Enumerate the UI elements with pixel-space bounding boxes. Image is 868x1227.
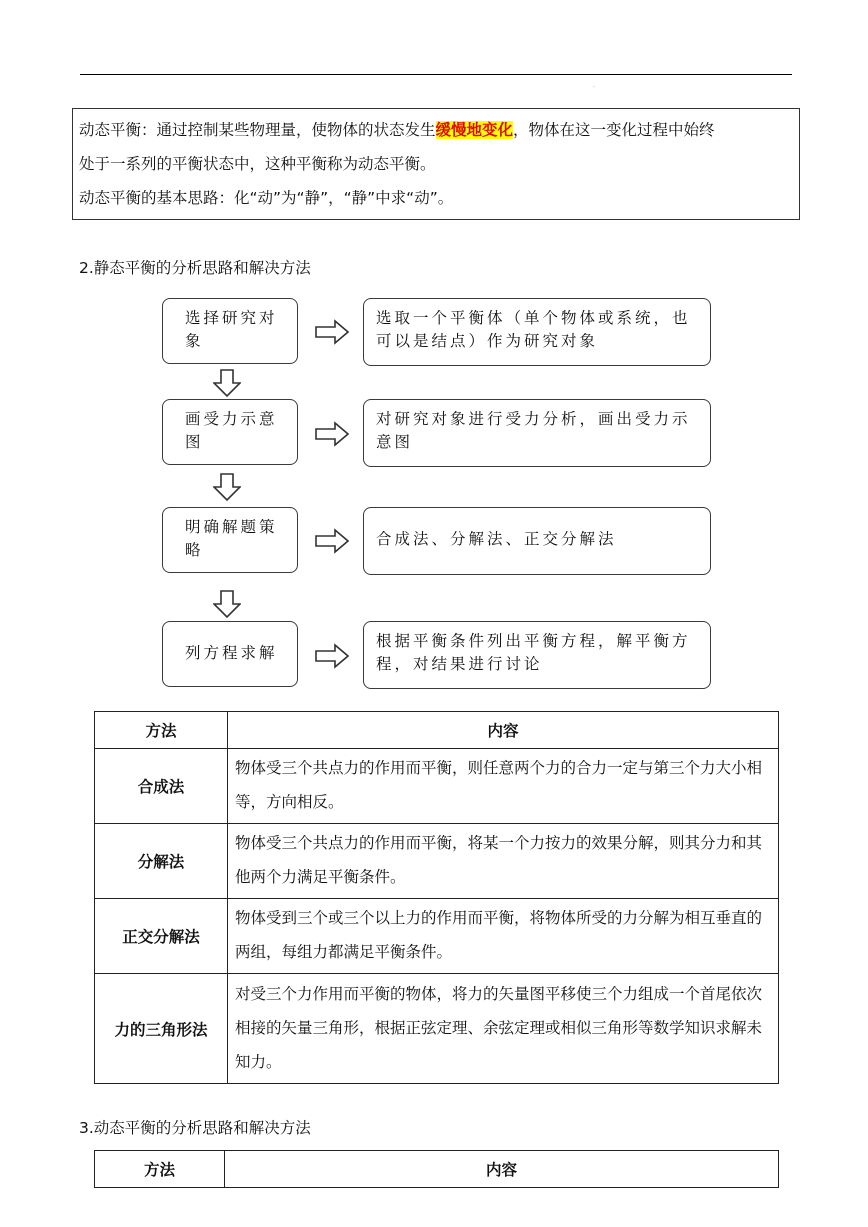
- flow-step-3: 明确解题策略: [162, 507, 298, 573]
- flow-step-2: 画受力示意图: [162, 399, 298, 465]
- right-arrow-icon: [315, 528, 349, 554]
- column-header: 内容: [228, 712, 779, 749]
- column-header: 方法: [95, 1151, 225, 1188]
- flow-step-4: 列方程求解: [162, 621, 298, 687]
- method-content: 对受三个力作用而平衡的物体，将力的矢量图平移使三个力组成一个首尾依次相接的矢量三角形，根据正弦定理、余弦定理或相似三角形等数学知识求解未知力。: [228, 974, 779, 1084]
- flow-detail-3: 合成法、分解法、正交分解法: [363, 507, 711, 575]
- down-arrow-icon: [213, 473, 241, 501]
- table-row: [95, 749, 779, 824]
- right-arrow-icon: [315, 643, 349, 669]
- table-header-row: [95, 1151, 779, 1188]
- table-row: [95, 899, 779, 974]
- definition-box: [72, 108, 800, 220]
- table-header-row: [95, 712, 779, 749]
- flow-step-1: 选择研究对象: [162, 298, 298, 364]
- method-content: 物体受到三个或三个以上力的作用而平衡，将物体所受的力分解为相互垂直的两组，每组力都满足平衡条件。: [228, 899, 779, 974]
- method-content: 物体受三个共点力的作用而平衡，将某一个力按力的效果分解，则其分力和其他两个力满足平衡条件。: [228, 824, 779, 899]
- section-3-title: 3.动态平衡的分析思路和解决方法: [79, 1119, 311, 1137]
- flow-detail-1: 选取一个平衡体（单个物体或系统，也可以是结点）作为研究对象: [363, 298, 711, 366]
- table-row: [95, 824, 779, 899]
- method-name: 合成法: [95, 749, 228, 824]
- highlight-text: 缓慢地变化: [435, 121, 514, 139]
- section-2-title: 2.静态平衡的分析思路和解决方法: [79, 259, 311, 277]
- header-mark: ·: [593, 84, 595, 91]
- dynamic-methods-table: [94, 1150, 779, 1188]
- definition-line-2: 处于一系列的平衡状态中，这种平衡称为动态平衡。: [79, 155, 436, 173]
- method-content: 物体受三个共点力的作用而平衡，则任意两个力的合力一定与第三个力大小相等，方向相反。: [228, 749, 779, 824]
- column-header: 方法: [95, 712, 228, 749]
- flow-detail-4: 根据平衡条件列出平衡方程，解平衡方程，对结果进行讨论: [363, 621, 711, 689]
- down-arrow-icon: [213, 590, 241, 618]
- column-header: 内容: [225, 1151, 779, 1188]
- method-name: 分解法: [95, 824, 228, 899]
- definition-line-1: 动态平衡：通过控制某些物理量，使物体的状态发生缓慢地变化，物体在这一变化过程中始终: [79, 121, 715, 139]
- table-row: [95, 974, 779, 1084]
- right-arrow-icon: [315, 319, 349, 345]
- right-arrow-icon: [315, 421, 349, 447]
- definition-line-3: 动态平衡的基本思路：化“动”为“静”，“静”中求“动”。: [79, 189, 454, 207]
- down-arrow-icon: [213, 369, 241, 397]
- header-rule: [80, 74, 792, 75]
- method-name: 正交分解法: [95, 899, 228, 974]
- methods-table: [94, 711, 779, 1084]
- method-name: 力的三角形法: [95, 974, 228, 1084]
- flow-detail-2: 对研究对象进行受力分析，画出受力示意图: [363, 399, 711, 467]
